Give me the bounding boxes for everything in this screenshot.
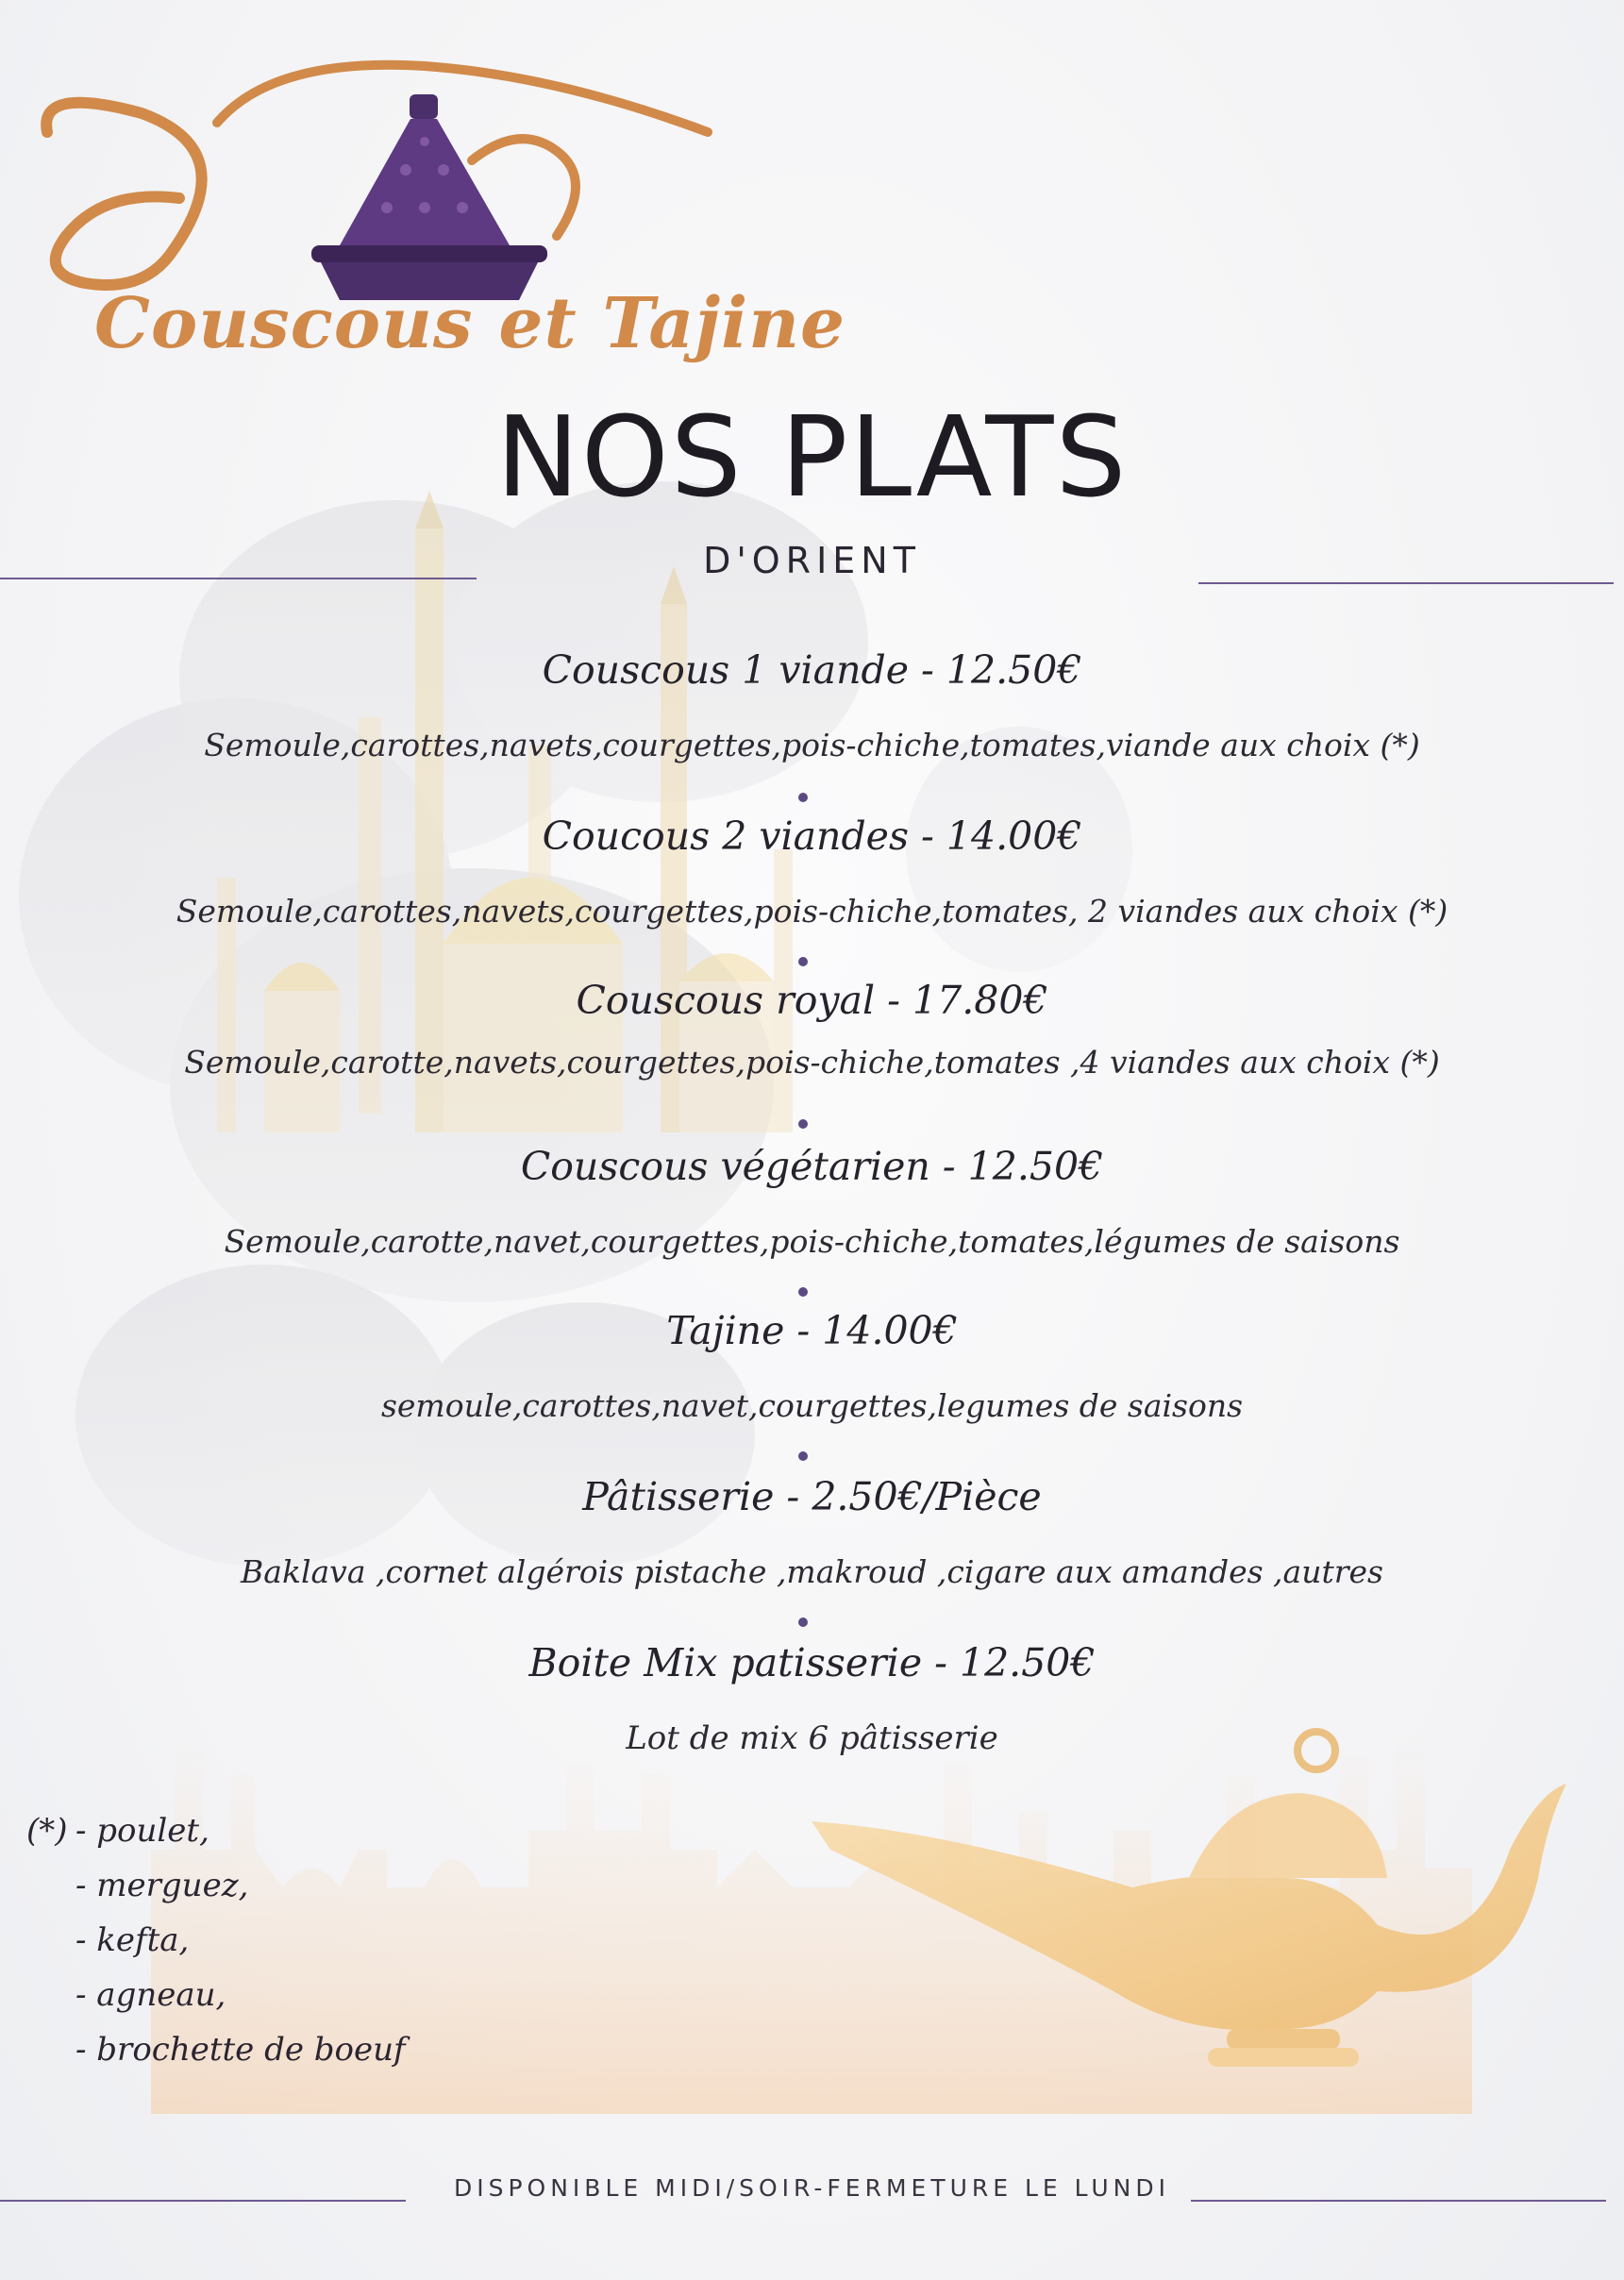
menu-item-description: Baklava ,cornet algérois pistache ,makroud ,cigare aux amandes ,autres <box>241 1553 1383 1590</box>
menu-item <box>0 1308 1624 1424</box>
footer-rule-right <box>1191 2200 1606 2202</box>
separator-dot <box>798 1287 808 1297</box>
menu-item-name: Boite Mix patisserie - 12.50€ <box>528 1640 1096 1685</box>
menu-item-name: Couscous végétarien - 12.50€ <box>520 1144 1104 1189</box>
restaurant-logo <box>28 47 846 387</box>
page-subtitle: D'ORIENT <box>703 540 921 581</box>
footer-hours: DISPONIBLE MIDI/SOIR-FERMETURE LE LUNDI <box>453 2174 1170 2202</box>
logo-text: Couscous et Tajine <box>94 283 846 364</box>
menu-item-name: Pâtisserie - 2.50€/Pièce <box>582 1474 1042 1519</box>
footnote-mark: (*) <box>26 1812 68 1850</box>
separator-dot <box>798 957 808 966</box>
title-rule-right <box>1198 582 1614 584</box>
separator-dot <box>798 1618 808 1627</box>
meat-option: - agneau, <box>75 1976 226 2014</box>
menu-item-name: Tajine - 14.00€ <box>666 1308 958 1353</box>
menu-item-description: Semoule,carotte,navets,courgettes,pois-chiche,tomates ,4 viandes aux choix (*) <box>184 1044 1440 1081</box>
menu-item-description: Semoule,carotte,navet,courgettes,pois-chiche,tomates,légumes de saisons <box>224 1223 1400 1260</box>
meat-option: - brochette de boeuf <box>75 2031 406 2069</box>
separator-dot <box>798 1451 808 1461</box>
menu-item <box>0 978 1624 1081</box>
menu-item-description: Lot de mix 6 pâtisserie <box>626 1719 998 1757</box>
menu-item-name: Couscous royal - 17.80€ <box>576 978 1048 1023</box>
menu-item <box>0 647 1624 763</box>
menu-item-description: semoule,carottes,navet,courgettes,legumes de saisons <box>380 1387 1244 1424</box>
meat-options-footnote <box>26 1812 406 2086</box>
menu-item-description: Semoule,carottes,navets,courgettes,pois-chiche,tomates, 2 viandes aux choix (*) <box>176 893 1448 930</box>
menu-item <box>0 1640 1624 1757</box>
meat-option: - kefta, <box>75 1921 190 1959</box>
menu-item-name: Coucous 2 viandes - 14.00€ <box>542 813 1082 859</box>
page-title: NOS PLATS <box>495 392 1129 522</box>
meat-option: - poulet, <box>75 1812 209 1850</box>
menu-item <box>0 1144 1624 1260</box>
menu-item-description: Semoule,carottes,navets,courgettes,pois-chiche,tomates,viande aux choix (*) <box>204 727 1420 763</box>
menu-item <box>0 813 1624 930</box>
separator-dot <box>798 793 808 802</box>
menu-item <box>0 1474 1624 1590</box>
title-rule-left <box>0 578 477 579</box>
menu-item-name: Couscous 1 viande - 12.50€ <box>542 647 1082 693</box>
separator-dot <box>798 1119 808 1129</box>
meat-option: - merguez, <box>75 1867 249 1904</box>
